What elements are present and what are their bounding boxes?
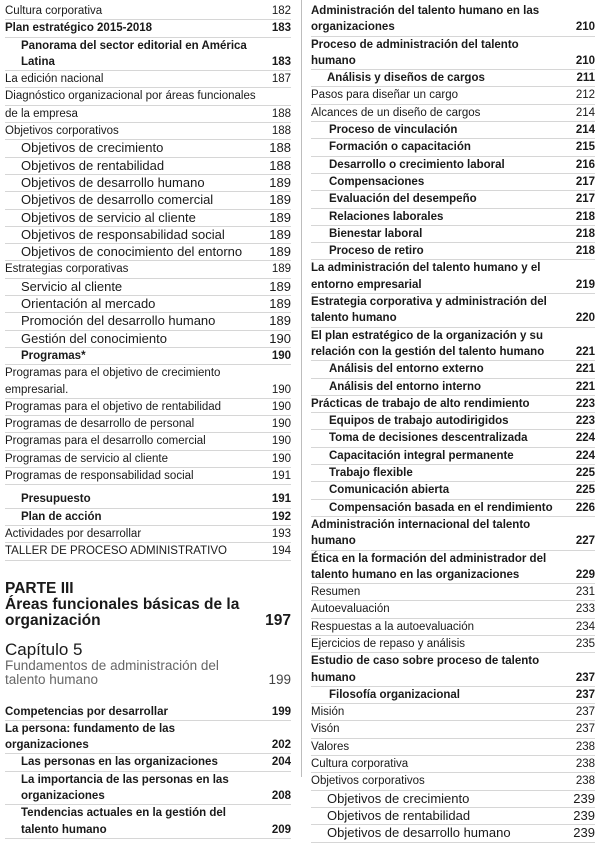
toc-entry[interactable] bbox=[5, 543, 291, 560]
toc-entry-title: Proceso de administración del talento humano bbox=[311, 38, 519, 67]
toc-entry-title: Resumen bbox=[311, 586, 361, 599]
toc-entry-page: 226 bbox=[575, 501, 595, 514]
part-title-row[interactable] bbox=[5, 597, 291, 629]
toc-entry-title: Compensación basada en el rendimiento bbox=[329, 501, 553, 514]
toc-entry-page: 216 bbox=[575, 158, 595, 171]
toc-entry-page: 194 bbox=[271, 545, 291, 558]
toc-entry[interactable] bbox=[5, 261, 291, 278]
toc-entry[interactable] bbox=[5, 158, 291, 175]
toc-entry[interactable] bbox=[311, 551, 595, 585]
toc-entry[interactable] bbox=[311, 209, 595, 226]
toc-entry-page: 237 bbox=[575, 671, 595, 684]
toc-entry-title: Prácticas de trabajo de alto rendimiento bbox=[311, 397, 530, 410]
toc-entry[interactable] bbox=[5, 721, 291, 755]
part-page: 197 bbox=[265, 611, 291, 629]
toc-entry[interactable] bbox=[5, 192, 291, 209]
left-bottom-entries bbox=[5, 704, 291, 839]
toc-entry-title: Objetivos de desarrollo comercial bbox=[21, 192, 214, 208]
toc-entry-title: Orientación al mercado bbox=[21, 296, 156, 312]
toc-entry[interactable] bbox=[5, 433, 291, 450]
toc-entry[interactable] bbox=[311, 517, 595, 551]
toc-entry[interactable] bbox=[311, 379, 595, 396]
toc-entry-page: 217 bbox=[575, 175, 595, 188]
toc-entry-title: Estrategias corporativas bbox=[5, 263, 129, 276]
toc-entry[interactable] bbox=[5, 210, 291, 227]
toc-entry[interactable] bbox=[311, 328, 595, 362]
toc-left-column bbox=[5, 3, 291, 839]
toc-entry-title: Visón bbox=[311, 723, 340, 736]
toc-entry[interactable] bbox=[311, 174, 595, 191]
toc-entry-title: Objetivos de desarrollo humano bbox=[21, 174, 205, 190]
toc-entry-title: Plan de acción bbox=[21, 510, 102, 523]
toc-entry-page: 190 bbox=[271, 400, 291, 413]
toc-entry[interactable] bbox=[311, 226, 595, 243]
toc-entry-title: Administración internacional del talento humano bbox=[311, 518, 531, 548]
toc-entry-title: Comunicación abierta bbox=[329, 484, 450, 497]
toc-entry[interactable] bbox=[311, 260, 595, 294]
toc-entry-page: 224 bbox=[575, 449, 595, 462]
toc-entry[interactable] bbox=[311, 396, 595, 413]
toc-entry[interactable] bbox=[5, 3, 291, 20]
toc-entry[interactable] bbox=[311, 3, 595, 37]
right-entries bbox=[311, 3, 595, 843]
toc-entry[interactable] bbox=[311, 721, 595, 738]
toc-entry-title: Gestión del conocimiento bbox=[21, 330, 167, 346]
toc-entry-page: 215 bbox=[575, 141, 595, 154]
toc-entry[interactable] bbox=[311, 448, 595, 465]
toc-entry-page: 193 bbox=[271, 527, 291, 540]
toc-entry-page: 229 bbox=[575, 568, 595, 581]
toc-entry[interactable] bbox=[311, 756, 595, 773]
toc-entry-page: 189 bbox=[269, 192, 291, 208]
toc-entry-page: 227 bbox=[575, 535, 595, 548]
toc-entry-page: 191 bbox=[271, 470, 291, 483]
toc-entry[interactable] bbox=[5, 140, 291, 157]
toc-entry-title: Relaciones laborales bbox=[329, 210, 444, 223]
toc-entry-page: 183 bbox=[271, 22, 291, 35]
toc-entry[interactable] bbox=[311, 825, 595, 842]
toc-entry-title: Actividades por desarrollar bbox=[5, 527, 142, 540]
chapter-label: Capítulo 5 bbox=[5, 639, 83, 659]
toc-entry[interactable] bbox=[5, 106, 291, 123]
toc-entry-title: Programas de responsabilidad social bbox=[5, 470, 194, 483]
toc-entry[interactable] bbox=[311, 139, 595, 156]
toc-entry[interactable] bbox=[5, 296, 291, 313]
toc-entry-page: 211 bbox=[576, 72, 595, 85]
toc-entry-title: La edición nacional bbox=[5, 73, 104, 86]
toc-entry[interactable] bbox=[5, 754, 291, 771]
toc-entry-page: 190 bbox=[271, 452, 291, 465]
part-label: PARTE III bbox=[5, 579, 74, 597]
toc-entry-page: 238 bbox=[575, 758, 595, 771]
toc-entry-title: Capacitación integral permanente bbox=[329, 449, 514, 462]
toc-entry[interactable] bbox=[311, 482, 595, 499]
toc-entry-page: 218 bbox=[575, 245, 595, 258]
toc-entry-title: Objetivos de servicio al cliente bbox=[21, 209, 196, 225]
toc-entry-title: Proceso de vinculación bbox=[329, 124, 458, 137]
toc-right-column bbox=[311, 3, 595, 843]
toc-entry[interactable] bbox=[5, 468, 291, 485]
toc-entry[interactable] bbox=[311, 430, 595, 447]
toc-entry-page: 214 bbox=[575, 106, 595, 119]
toc-entry-title: Objetivos de crecimiento bbox=[327, 790, 470, 806]
toc-entry-page: 182 bbox=[271, 5, 291, 17]
toc-entry-title: Objetivos corporativos bbox=[311, 775, 425, 788]
toc-entry-page: 188 bbox=[271, 107, 291, 120]
toc-entry-title: Objetivos de rentabilidad bbox=[21, 157, 165, 173]
toc-entry-title: Programas para el objetivo de rentabilidad bbox=[5, 400, 222, 413]
toc-entry-title: Objetivos de conocimiento del entorno bbox=[21, 244, 243, 260]
toc-entry-title: Pasos para diseñar un cargo bbox=[311, 89, 459, 102]
toc-entry-title: Análisis del entorno interno bbox=[329, 380, 482, 393]
toc-entry[interactable] bbox=[5, 279, 291, 296]
toc-entry-title: Competencias por desarrollar bbox=[5, 705, 168, 718]
toc-entry-page: 190 bbox=[271, 418, 291, 431]
toc-entry-page: 189 bbox=[271, 263, 291, 276]
toc-entry-page: 238 bbox=[575, 775, 595, 788]
toc-entry-page: 199 bbox=[271, 705, 291, 718]
toc-entry[interactable] bbox=[5, 313, 291, 330]
toc-entry-title: Bienestar laboral bbox=[329, 227, 423, 240]
toc-entry-title: Plan estratégico 2015-2018 bbox=[5, 22, 153, 35]
toc-entry-title: Objetivos de crecimiento bbox=[21, 140, 164, 156]
toc-entry[interactable] bbox=[311, 122, 595, 139]
toc-entry[interactable] bbox=[311, 653, 595, 687]
toc-entry-page: 239 bbox=[573, 790, 595, 806]
toc-entry-page: 189 bbox=[269, 226, 291, 242]
toc-entry-title: Ética en la formación del administrador del talento humano en las organizaciones bbox=[311, 552, 547, 581]
toc-entry[interactable] bbox=[311, 636, 595, 653]
toc-entry[interactable] bbox=[311, 105, 595, 122]
toc-entry-title: La persona: fundamento de las organizaciones bbox=[5, 722, 175, 752]
toc-entry[interactable] bbox=[5, 331, 291, 348]
toc-entry-title: Promoción del desarrollo humano bbox=[21, 313, 216, 329]
toc-entry-title: Trabajo flexible bbox=[329, 467, 413, 480]
toc-entry-title: Panorama del sector editorial en América Latina bbox=[21, 39, 247, 68]
toc-entry[interactable] bbox=[311, 687, 595, 704]
toc-entry-page: 219 bbox=[575, 278, 595, 291]
toc-entry[interactable] bbox=[5, 451, 291, 468]
toc-entry[interactable] bbox=[311, 87, 595, 104]
toc-entry-title: Estrategia corporativa y administración del talento humano bbox=[311, 296, 547, 325]
toc-entry-page: 188 bbox=[271, 125, 291, 138]
toc-entry[interactable] bbox=[5, 38, 291, 72]
toc-entry[interactable] bbox=[311, 704, 595, 721]
toc-entry-page: 233 bbox=[575, 603, 595, 616]
column-divider bbox=[301, 0, 302, 777]
toc-entry-title: La importancia de las personas en las organizaciones bbox=[21, 773, 229, 802]
toc-entry-title: Valores bbox=[311, 740, 350, 753]
toc-entry[interactable] bbox=[5, 71, 291, 88]
toc-entry-page: 190 bbox=[271, 435, 291, 448]
chapter-title-row[interactable] bbox=[5, 659, 291, 688]
toc-entry-page: 237 bbox=[575, 706, 595, 719]
toc-entry-page: 223 bbox=[575, 415, 595, 428]
chapter-page: 199 bbox=[268, 672, 291, 687]
toc-entry-page: 209 bbox=[271, 823, 291, 836]
toc-entry-title: TALLER DE PROCESO ADMINISTRATIVO bbox=[5, 545, 227, 558]
toc-entry-title: Estudio de caso sobre proceso de talento humano bbox=[311, 655, 540, 684]
toc-entry-title: Equipos de trabajo autodirigidos bbox=[329, 415, 509, 428]
toc-entry-title: Evaluación del desempeño bbox=[329, 193, 477, 206]
toc-entry-title: Toma de decisiones descentralizada bbox=[329, 432, 528, 445]
toc-entry-title: Autoevaluación bbox=[311, 603, 390, 616]
toc-entry[interactable] bbox=[5, 348, 291, 365]
toc-entry-page: 189 bbox=[269, 174, 291, 190]
toc-entry[interactable] bbox=[311, 601, 595, 618]
toc-entry-page: 225 bbox=[575, 467, 595, 480]
toc-entry-title: Programas para el objetivo de crecimiento empresarial. bbox=[5, 367, 221, 396]
toc-entry-page: 221 bbox=[575, 345, 595, 358]
toc-entry[interactable] bbox=[311, 70, 595, 87]
toc-entry[interactable] bbox=[5, 365, 291, 399]
toc-entry-title: Análisis del entorno externo bbox=[329, 363, 484, 376]
toc-entry-page: 187 bbox=[271, 73, 291, 86]
toc-entry-page: 210 bbox=[575, 21, 595, 34]
toc-entry-title: Objetivos de rentabilidad bbox=[327, 807, 471, 823]
toc-entry-page: 239 bbox=[573, 807, 595, 823]
toc-entry-title: Cultura corporativa bbox=[5, 5, 103, 17]
chapter-title: Fundamentos de administración del talento humano bbox=[5, 657, 219, 687]
toc-entry[interactable] bbox=[5, 227, 291, 244]
toc-entry[interactable] bbox=[311, 294, 595, 328]
toc-entry[interactable] bbox=[311, 791, 595, 808]
toc-entry-page: 192 bbox=[271, 510, 291, 523]
toc-entry-title: Filosofía organizacional bbox=[329, 688, 460, 701]
toc-entry-page: 221 bbox=[575, 380, 595, 393]
toc-entry-title: Programas de servicio al cliente bbox=[5, 452, 168, 465]
toc-entry[interactable] bbox=[5, 20, 291, 37]
toc-entry-title: Servicio al cliente bbox=[21, 278, 123, 294]
toc-entry[interactable] bbox=[5, 805, 291, 839]
toc-entry-page: 224 bbox=[575, 432, 595, 445]
toc-entry[interactable] bbox=[311, 584, 595, 601]
toc-entry-title: Respuestas a la autoevaluación bbox=[311, 620, 475, 633]
toc-entry-page: 234 bbox=[575, 620, 595, 633]
toc-entry-title: Ejercicios de repaso y análisis bbox=[311, 637, 466, 650]
toc-entry-page: 190 bbox=[271, 349, 291, 362]
toc-entry-page: 202 bbox=[271, 739, 291, 752]
toc-entry-page: 239 bbox=[573, 825, 595, 841]
toc-entry[interactable] bbox=[5, 175, 291, 192]
toc-entry[interactable] bbox=[5, 491, 291, 508]
toc-entry[interactable] bbox=[5, 244, 291, 261]
toc-entry[interactable] bbox=[5, 509, 291, 526]
toc-entry-page: 190 bbox=[271, 383, 291, 396]
toc-entry[interactable] bbox=[311, 157, 595, 174]
toc-entry[interactable] bbox=[5, 123, 291, 140]
toc-entry-page: 225 bbox=[575, 484, 595, 497]
toc-entry-title: Programas de desarrollo de personal bbox=[5, 418, 195, 431]
toc-entry-title: Compensaciones bbox=[329, 175, 425, 188]
toc-entry-page: 214 bbox=[575, 124, 595, 137]
toc-entry[interactable] bbox=[311, 243, 595, 260]
toc-entry[interactable] bbox=[311, 465, 595, 482]
toc-entry-page: 183 bbox=[271, 55, 291, 68]
toc-entry-page: 188 bbox=[269, 157, 291, 173]
toc-entry-title: Análisis y diseños de cargos bbox=[327, 72, 485, 85]
toc-entry-title: Proceso de retiro bbox=[329, 245, 424, 258]
toc-entry-page: 237 bbox=[575, 688, 595, 701]
toc-entry-title: Cultura corporativa bbox=[311, 758, 409, 771]
toc-entry[interactable] bbox=[311, 37, 595, 71]
toc-entry-page: 223 bbox=[575, 397, 595, 410]
toc-entry[interactable] bbox=[311, 773, 595, 790]
toc-entry[interactable] bbox=[311, 619, 595, 636]
toc-entry-page: 189 bbox=[269, 244, 291, 260]
toc-entry-page: 238 bbox=[575, 740, 595, 753]
toc-entry-page: 220 bbox=[575, 312, 595, 325]
toc-entry-page: 210 bbox=[575, 54, 595, 67]
toc-entry-page: 189 bbox=[269, 278, 291, 294]
toc-entry[interactable] bbox=[311, 413, 595, 430]
toc-entry-page: 190 bbox=[269, 330, 291, 346]
toc-entry-title: Programas para el desarrollo comercial bbox=[5, 435, 206, 448]
toc-entry-page: 189 bbox=[269, 313, 291, 329]
toc-entry-page: 218 bbox=[575, 210, 595, 223]
toc-entry[interactable] bbox=[5, 399, 291, 416]
toc-entry[interactable] bbox=[311, 361, 595, 378]
toc-entry-title: Objetivos corporativos bbox=[5, 125, 119, 138]
toc-entry-title: Tendencias actuales en la gestión del talento humano bbox=[21, 807, 226, 836]
toc-entry-title: Desarrollo o crecimiento laboral bbox=[329, 158, 505, 171]
toc-entry-page: 189 bbox=[269, 296, 291, 312]
toc-entry-page: 212 bbox=[575, 89, 595, 102]
toc-entry-page: 231 bbox=[575, 586, 595, 599]
toc-entry-title: Objetivos de responsabilidad social bbox=[21, 226, 225, 242]
toc-entry-page: 188 bbox=[269, 140, 291, 156]
toc-entry-title: Alcances de un diseño de cargos bbox=[311, 106, 481, 119]
toc-entry-title: Presupuesto bbox=[21, 493, 91, 506]
toc-entry[interactable] bbox=[5, 526, 291, 543]
toc-entry[interactable] bbox=[311, 191, 595, 208]
toc-entry-title: Las personas en las organizaciones bbox=[21, 756, 218, 769]
toc-entry-page: 235 bbox=[575, 637, 595, 650]
left-top-entries bbox=[5, 3, 291, 561]
toc-entry-title: Misión bbox=[311, 706, 345, 719]
toc-entry-page: 191 bbox=[271, 493, 291, 506]
toc-entry-title: Diagnóstico organizacional por áreas funcionales bbox=[5, 90, 256, 103]
toc-entry[interactable] bbox=[311, 739, 595, 756]
toc-entry[interactable] bbox=[5, 88, 291, 105]
part-title: Áreas funcionales básicas de la organización bbox=[5, 595, 240, 629]
toc-entry-page: 208 bbox=[271, 789, 291, 802]
toc-entry[interactable] bbox=[311, 808, 595, 825]
toc-entry-title: Formación o capacitación bbox=[329, 141, 471, 154]
toc-entry-title: de la empresa bbox=[5, 107, 78, 120]
toc-entry-title: El plan estratégico de la organización y su relación con la gestión del talento humano bbox=[311, 329, 545, 358]
toc-entry-title: Programas* bbox=[21, 349, 86, 362]
toc-entry-page: 218 bbox=[575, 227, 595, 240]
toc-entry-title: Administración del talento humano en las organizaciones bbox=[311, 5, 540, 34]
toc-entry-page: 217 bbox=[575, 193, 595, 206]
toc-entry-page: 221 bbox=[575, 363, 595, 376]
toc-entry-page: 237 bbox=[575, 723, 595, 736]
toc-entry-title: Objetivos de desarrollo humano bbox=[327, 825, 511, 841]
toc-entry-page: 204 bbox=[271, 756, 291, 769]
toc-entry[interactable] bbox=[5, 704, 291, 721]
toc-entry-page: 189 bbox=[269, 209, 291, 225]
toc-entry[interactable] bbox=[311, 500, 595, 517]
toc-entry[interactable] bbox=[5, 416, 291, 433]
toc-entry-title: La administración del talento humano y el entorno empresarial bbox=[311, 262, 541, 291]
